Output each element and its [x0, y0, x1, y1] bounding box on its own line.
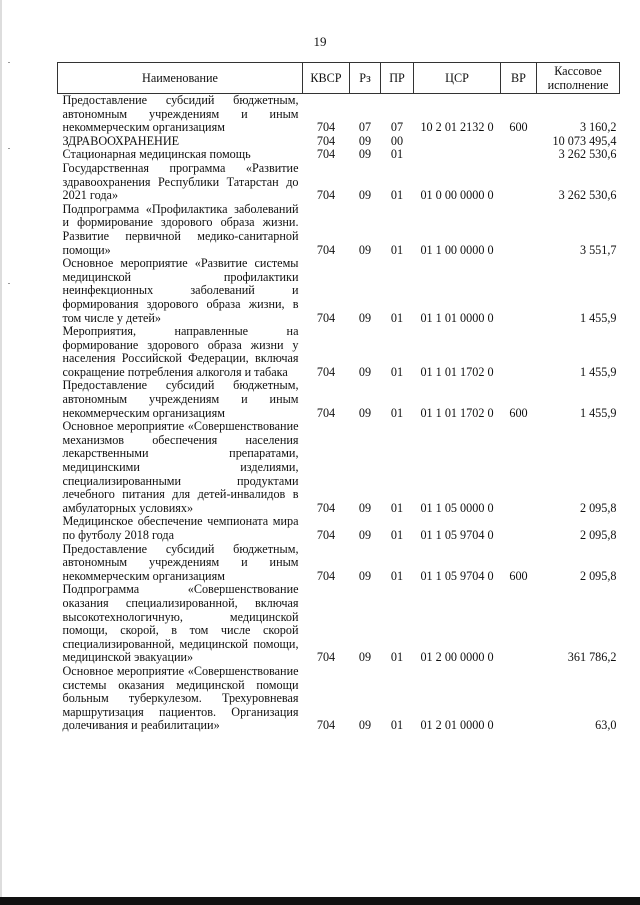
cell-rz: 09 — [358, 147, 372, 162]
table-row — [58, 148, 620, 162]
table-row — [58, 543, 620, 584]
cell-amount: 3 551,7 — [579, 242, 617, 257]
cell-amount: 1 455,9 — [579, 310, 617, 325]
cell-rz: 09 — [358, 528, 372, 542]
cell-rz: 09 — [358, 242, 372, 257]
cell-pr: 01 — [390, 568, 404, 583]
cell-kvsr: 704 — [316, 500, 336, 515]
cell-name: Основное мероприятие «Совершенствование системы оказания медицинской помощи больным туберкулезом. Трехуровневая маршрутизация пациентов. Организация долечивания и реабилитации» — [62, 663, 299, 733]
cell-name: ЗДРАВООХРАНЕНИЕ — [62, 133, 180, 148]
table-row — [58, 203, 620, 257]
cell-amount: 1 455,9 — [579, 405, 617, 420]
cell-csr: 01 2 00 0000 0 — [420, 650, 494, 665]
cell-csr: 01 1 05 9704 0 — [420, 568, 494, 583]
cell-amount: 3 262 530,6 — [558, 188, 617, 203]
cell-pr: 01 — [390, 364, 404, 379]
cell-amount: 3 160,2 — [579, 120, 617, 135]
table-row — [58, 135, 620, 149]
table-row — [58, 665, 620, 733]
cell-amount: 10 073 495,4 — [552, 133, 617, 148]
cell-vr — [501, 515, 537, 542]
cell-vr — [501, 665, 537, 733]
cell-csr: 01 1 01 1702 0 — [420, 364, 494, 379]
cell-name: Предоставление субсидий бюджетным, автономным учреждениям и иным некоммерческим организациям — [62, 378, 299, 420]
cell-rz: 09 — [358, 364, 372, 379]
cell-name: Основное мероприятие «Развитие системы медицинской профилактики неинфекционных заболеваний и формирования здорового образа жизни, в том числе у детей» — [62, 256, 299, 325]
scan-bottom-border — [0, 897, 640, 905]
cell-name: Медицинское обеспечение чемпионата мира по футболу 2018 года — [62, 514, 299, 542]
cell-csr: 01 1 01 1702 0 — [420, 405, 494, 420]
cell-amount: 3 262 530,6 — [558, 147, 617, 162]
cell-pr: 00 — [390, 133, 404, 148]
cell-rz: 09 — [358, 188, 372, 203]
cell-kvsr: 704 — [316, 188, 336, 203]
table-row — [58, 257, 620, 325]
cell-amount: 63,0 — [595, 718, 617, 733]
cell-csr: 01 1 05 0000 0 — [420, 500, 494, 515]
cell-csr: 01 2 01 0000 0 — [420, 718, 494, 733]
cell-kvsr: 704 — [316, 568, 336, 583]
cell-amount: 2 095,8 — [579, 528, 617, 542]
cell-kvsr: 704 — [316, 364, 336, 379]
cell-amount: 2 095,8 — [579, 568, 617, 583]
cell-kvsr: 704 — [316, 133, 336, 148]
cell-csr: 01 0 00 0000 0 — [420, 188, 494, 203]
cell-kvsr: 704 — [316, 310, 336, 325]
cell-pr: 01 — [390, 718, 404, 733]
cell-csr: 10 2 01 2132 0 — [420, 120, 494, 135]
cell-vr: 600 — [509, 120, 528, 135]
cell-rz: 09 — [358, 500, 372, 515]
table-row — [58, 94, 620, 135]
cell-name: Стационарная медицинская помощь — [62, 147, 251, 162]
cell-pr: 01 — [390, 500, 404, 515]
cell-pr: 01 — [390, 188, 404, 203]
margin-mark — [8, 62, 10, 63]
cell-name: Основное мероприятие «Совершенствование механизмов обеспечения населения лекарственными препаратами, медицинскими изделиями, специализированными продуктами лечебного питания для детей-инвалидов в амбулаторных условиях» — [62, 419, 299, 515]
cell-vr — [501, 420, 537, 515]
cell-vr — [501, 257, 537, 325]
cell-rz: 09 — [358, 568, 372, 583]
cell-rz: 09 — [358, 133, 372, 148]
cell-kvsr: 704 — [316, 718, 336, 733]
table-row — [58, 515, 620, 542]
cell-pr: 01 — [390, 650, 404, 665]
cell-vr: 600 — [509, 568, 528, 583]
scan-left-edge — [0, 0, 2, 905]
header-csr: ЦСР — [414, 63, 501, 94]
table-row — [58, 379, 620, 420]
cell-kvsr: 704 — [316, 242, 336, 257]
cell-vr — [501, 162, 537, 203]
cell-rz: 09 — [358, 405, 372, 420]
table-body — [58, 94, 620, 733]
cell-name: Подпрограмма «Совершенствование оказания специализированной, включая высокотехнологичную, медицинской помощи, скорой, в том числе скорой специализированной, медицинской помощи, медицинской эвакуации» — [62, 582, 299, 665]
cell-vr — [501, 583, 537, 665]
table-row — [58, 325, 620, 379]
header-rz: Рз — [350, 63, 381, 94]
header-amount: Кассовое исполнение — [537, 63, 620, 94]
cell-csr — [414, 135, 501, 149]
margin-mark — [8, 148, 10, 149]
header-pr: ПР — [381, 63, 414, 94]
cell-name: Мероприятия, направленные на формирование здорового образа жизни у населения Российской Федерации, включая сокращение потребления алкоголя и табака — [62, 324, 299, 379]
cell-vr — [501, 135, 537, 149]
header-kvsr: КВСР — [303, 63, 350, 94]
cell-name: Подпрограмма «Профилактика заболеваний и формирование здорового образа жизни. Развитие первичной медико-санитарной помощи» — [62, 201, 299, 257]
table-row — [58, 420, 620, 515]
cell-kvsr: 704 — [316, 650, 336, 665]
cell-name: Предоставление субсидий бюджетным, автономным учреждениям и иным некоммерческим организациям — [62, 541, 299, 583]
table-row — [58, 162, 620, 203]
cell-pr: 01 — [390, 310, 404, 325]
cell-vr — [501, 148, 537, 162]
cell-rz: 09 — [358, 718, 372, 733]
cell-pr: 01 — [390, 528, 404, 542]
cell-name: Государственная программа «Развитие здравоохранения Республики Татарстан до 2021 года» — [62, 160, 299, 203]
cell-vr — [501, 203, 537, 257]
cell-name: Предоставление субсидий бюджетным, автономным учреждениям и иным некоммерческим организациям — [62, 93, 299, 135]
cell-amount: 2 095,8 — [579, 500, 617, 515]
budget-execution-table — [57, 62, 620, 733]
cell-vr: 600 — [509, 405, 528, 420]
table-row — [58, 583, 620, 665]
cell-kvsr: 704 — [316, 147, 336, 162]
header-name: Наименование — [58, 63, 303, 94]
cell-csr: 01 1 01 0000 0 — [420, 310, 494, 325]
page-number: 19 — [313, 34, 327, 49]
cell-pr: 01 — [390, 405, 404, 420]
cell-kvsr: 704 — [316, 405, 336, 420]
cell-vr — [501, 325, 537, 379]
cell-rz: 07 — [358, 120, 372, 135]
cell-csr: 01 1 00 0000 0 — [420, 242, 494, 257]
cell-rz: 09 — [358, 310, 372, 325]
cell-kvsr: 704 — [316, 528, 336, 542]
header-vr: ВР — [501, 63, 537, 94]
cell-kvsr: 704 — [316, 120, 336, 135]
cell-rz: 09 — [358, 650, 372, 665]
cell-pr: 01 — [390, 242, 404, 257]
margin-mark — [8, 283, 10, 284]
cell-csr: 01 1 05 9704 0 — [420, 528, 494, 542]
cell-pr: 01 — [390, 147, 404, 162]
cell-csr — [414, 148, 501, 162]
cell-amount: 1 455,9 — [579, 364, 617, 379]
cell-pr: 07 — [390, 120, 404, 135]
cell-amount: 361 786,2 — [567, 650, 617, 665]
table-header-row — [58, 63, 620, 94]
